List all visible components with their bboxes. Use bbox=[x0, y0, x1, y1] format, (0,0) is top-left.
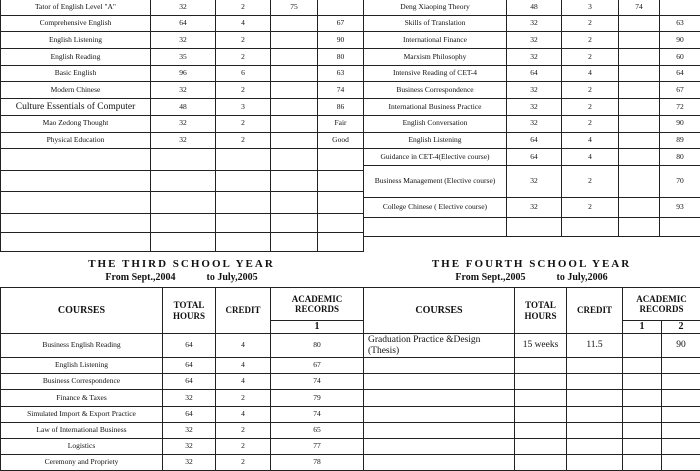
empty-cell bbox=[619, 217, 660, 236]
fourth-year-panel bbox=[363, 287, 700, 471]
second-year-right-panel bbox=[363, 0, 700, 237]
empty-cell bbox=[216, 149, 271, 171]
total-hours: 96 bbox=[151, 65, 216, 82]
credit: 11.5 bbox=[567, 334, 623, 358]
total-hours: 32 bbox=[151, 0, 216, 15]
credit: 2 bbox=[562, 49, 619, 66]
record-semester-2: 67 bbox=[318, 15, 364, 32]
record-semester-1 bbox=[271, 15, 318, 32]
empty-cell bbox=[151, 232, 216, 251]
course-name: Comprehensive English bbox=[1, 15, 151, 32]
total-hours: 32 bbox=[507, 32, 562, 49]
course-name: Basic English bbox=[1, 65, 151, 82]
credit: 2 bbox=[216, 115, 271, 132]
empty-cell bbox=[567, 455, 623, 471]
record-semester-2: 90 bbox=[660, 115, 700, 132]
credit: 2 bbox=[562, 32, 619, 49]
record-semester-2: 64 bbox=[660, 65, 700, 82]
table-row bbox=[364, 358, 700, 374]
empty-cell bbox=[623, 374, 662, 390]
empty-cell bbox=[216, 232, 271, 251]
credit: 4 bbox=[216, 374, 271, 390]
record-semester-2: 80 bbox=[318, 49, 364, 66]
record-semester-1 bbox=[271, 49, 318, 66]
course-name: Logistics bbox=[1, 438, 163, 454]
table-row bbox=[1, 232, 364, 251]
fourth-year-records-header: ACADEMIC RECORDS bbox=[623, 288, 700, 321]
course-name: Skills of Translation bbox=[364, 15, 507, 32]
table-row bbox=[364, 49, 700, 66]
record-semester-1: 74 bbox=[271, 406, 364, 422]
table-row bbox=[364, 15, 700, 32]
table-row bbox=[364, 82, 700, 99]
table-row bbox=[364, 149, 700, 166]
empty-cell bbox=[364, 422, 515, 438]
fourth-year-body bbox=[364, 334, 700, 471]
empty-cell bbox=[567, 374, 623, 390]
table-row bbox=[364, 406, 700, 422]
total-hours: 32 bbox=[151, 115, 216, 132]
total-hours: 32 bbox=[507, 197, 562, 217]
fourth-year-courses-header: COURSES bbox=[364, 288, 515, 334]
table-row bbox=[1, 132, 364, 149]
fourth-year-period bbox=[363, 271, 700, 284]
course-name: Tator of English Level "A" bbox=[1, 0, 151, 15]
total-hours: 32 bbox=[507, 115, 562, 132]
empty-cell bbox=[662, 358, 700, 374]
empty-cell bbox=[662, 374, 700, 390]
credit: 4 bbox=[216, 334, 271, 358]
record-semester-2: 80 bbox=[660, 149, 700, 166]
empty-cell bbox=[318, 213, 364, 232]
credit: 2 bbox=[216, 455, 271, 471]
credit: 2 bbox=[216, 422, 271, 438]
record-semester-1 bbox=[619, 65, 660, 82]
table-row bbox=[364, 99, 700, 116]
credit: 2 bbox=[562, 115, 619, 132]
fourth-year-semester-2: 2 bbox=[662, 321, 700, 334]
table-row bbox=[1, 374, 364, 390]
record-semester-1: 80 bbox=[271, 334, 364, 358]
empty-cell bbox=[1, 170, 151, 192]
course-name: English Conversation bbox=[364, 115, 507, 132]
credit: 4 bbox=[216, 406, 271, 422]
record-semester-1: 78 bbox=[271, 455, 364, 471]
second-year-right-body bbox=[364, 0, 700, 236]
empty-cell bbox=[662, 390, 700, 406]
total-hours: 64 bbox=[151, 15, 216, 32]
table-row bbox=[1, 422, 364, 438]
record-semester-2 bbox=[660, 0, 700, 15]
empty-cell bbox=[623, 406, 662, 422]
empty-cell bbox=[660, 217, 700, 236]
table-row bbox=[364, 455, 700, 471]
empty-cell bbox=[515, 455, 567, 471]
empty-cell bbox=[364, 390, 515, 406]
credit: 2 bbox=[562, 15, 619, 32]
table-row bbox=[364, 390, 700, 406]
table-row bbox=[364, 438, 700, 454]
empty-cell bbox=[623, 438, 662, 454]
record-semester-1 bbox=[619, 49, 660, 66]
record-semester-1: 77 bbox=[271, 438, 364, 454]
empty-cell bbox=[364, 374, 515, 390]
fourth-year-hours-header: TOTAL HOURS bbox=[515, 288, 567, 334]
record-semester-2: 67 bbox=[660, 82, 700, 99]
empty-cell bbox=[515, 390, 567, 406]
table-row bbox=[1, 334, 364, 358]
empty-cell bbox=[151, 192, 216, 214]
total-hours: 64 bbox=[163, 374, 216, 390]
empty-cell bbox=[623, 358, 662, 374]
empty-cell bbox=[364, 217, 507, 236]
empty-cell bbox=[662, 422, 700, 438]
table-row bbox=[1, 406, 364, 422]
total-hours: 64 bbox=[507, 132, 562, 149]
total-hours: 32 bbox=[163, 422, 216, 438]
empty-cell bbox=[567, 390, 623, 406]
empty-cell bbox=[567, 406, 623, 422]
credit: 2 bbox=[216, 438, 271, 454]
course-name: Mao Zedong Thought bbox=[1, 115, 151, 132]
total-hours: 32 bbox=[507, 82, 562, 99]
credit: 4 bbox=[562, 132, 619, 149]
table-row bbox=[364, 197, 700, 217]
record-semester-2: 74 bbox=[318, 82, 364, 99]
empty-cell bbox=[623, 422, 662, 438]
credit: 2 bbox=[216, 390, 271, 406]
fourth-year-period-from: From Sept.,2005 bbox=[455, 272, 525, 283]
course-name: International Finance bbox=[364, 32, 507, 49]
empty-cell bbox=[318, 170, 364, 192]
table-row bbox=[364, 165, 700, 197]
total-hours: 32 bbox=[151, 132, 216, 149]
empty-cell bbox=[364, 455, 515, 471]
credit: 2 bbox=[562, 82, 619, 99]
course-name: Finance & Taxes bbox=[1, 390, 163, 406]
credit: 6 bbox=[216, 65, 271, 82]
empty-cell bbox=[623, 455, 662, 471]
table-row bbox=[1, 192, 364, 214]
fourth-year-title: THE FOURTH SCHOOL YEAR bbox=[363, 257, 700, 271]
total-hours: 64 bbox=[163, 334, 216, 358]
credit: 2 bbox=[216, 32, 271, 49]
second-year-left-table bbox=[0, 0, 364, 252]
record-semester-1 bbox=[271, 32, 318, 49]
course-name: Graduation Practice &Design (Thesis) bbox=[364, 334, 515, 358]
empty-cell bbox=[567, 422, 623, 438]
record-semester-1 bbox=[271, 65, 318, 82]
credit: 2 bbox=[216, 132, 271, 149]
table-row bbox=[364, 115, 700, 132]
table-row bbox=[1, 213, 364, 232]
empty-cell bbox=[271, 232, 318, 251]
credit: 2 bbox=[216, 49, 271, 66]
course-name: Marxism Philosophy bbox=[364, 49, 507, 66]
total-hours: 35 bbox=[151, 49, 216, 66]
record-semester-1: 75 bbox=[271, 0, 318, 15]
record-semester-1: 74 bbox=[619, 0, 660, 15]
fourth-year-semester-1: 1 bbox=[623, 321, 662, 334]
third-year-table bbox=[0, 287, 364, 471]
credit: 2 bbox=[216, 82, 271, 99]
empty-cell bbox=[515, 438, 567, 454]
record-semester-1 bbox=[271, 82, 318, 99]
record-semester-1: 79 bbox=[271, 390, 364, 406]
total-hours: 48 bbox=[151, 99, 216, 116]
table-row bbox=[364, 132, 700, 149]
third-year-title: THE THIRD SCHOOL YEAR bbox=[0, 257, 363, 271]
empty-cell bbox=[515, 358, 567, 374]
table-row bbox=[364, 374, 700, 390]
second-year-left-body bbox=[1, 0, 364, 251]
record-semester-1: 67 bbox=[271, 358, 364, 374]
record-semester-1 bbox=[619, 32, 660, 49]
record-semester-1: 65 bbox=[271, 422, 364, 438]
fourth-year-credit-header: CREDIT bbox=[567, 288, 623, 334]
empty-cell bbox=[567, 358, 623, 374]
third-year-records-header: ACADEMIC RECORDS bbox=[271, 288, 364, 321]
total-hours: 32 bbox=[163, 390, 216, 406]
course-name: Physical Education bbox=[1, 132, 151, 149]
table-row bbox=[1, 0, 364, 15]
table-row bbox=[1, 438, 364, 454]
credit: 4 bbox=[216, 358, 271, 374]
record-semester-1 bbox=[271, 115, 318, 132]
empty-cell bbox=[271, 149, 318, 171]
total-hours: 32 bbox=[507, 49, 562, 66]
total-hours: 15 weeks bbox=[515, 334, 567, 358]
course-name: College Chinese ( Elective course) bbox=[364, 197, 507, 217]
third-year-period-from: From Sept.,2004 bbox=[105, 272, 175, 283]
table-row bbox=[1, 358, 364, 374]
table-row bbox=[1, 455, 364, 471]
record-semester-1: 74 bbox=[271, 374, 364, 390]
record-semester-1 bbox=[619, 149, 660, 166]
table-row bbox=[1, 149, 364, 171]
record-semester-2: 93 bbox=[660, 197, 700, 217]
empty-cell bbox=[1, 213, 151, 232]
third-year-period bbox=[0, 271, 363, 284]
course-name: Modern Chinese bbox=[1, 82, 151, 99]
total-hours: 64 bbox=[507, 65, 562, 82]
record-semester-1 bbox=[619, 115, 660, 132]
table-row bbox=[364, 32, 700, 49]
second-year-right-table bbox=[363, 0, 700, 237]
empty-cell bbox=[662, 455, 700, 471]
empty-cell bbox=[1, 149, 151, 171]
empty-cell bbox=[507, 217, 562, 236]
table-row bbox=[1, 99, 364, 116]
third-year-semester-1: 1 bbox=[271, 321, 364, 334]
empty-cell bbox=[151, 213, 216, 232]
empty-cell bbox=[662, 406, 700, 422]
empty-cell bbox=[271, 192, 318, 214]
empty-cell bbox=[515, 374, 567, 390]
third-year-credit-header: CREDIT bbox=[216, 288, 271, 334]
empty-cell bbox=[662, 438, 700, 454]
third-year-period-to: to July,2005 bbox=[206, 272, 257, 283]
total-hours: 32 bbox=[507, 165, 562, 197]
record-semester-2: Fair bbox=[318, 115, 364, 132]
table-row bbox=[364, 0, 700, 15]
empty-cell bbox=[562, 217, 619, 236]
empty-cell bbox=[216, 192, 271, 214]
course-name: English Reading bbox=[1, 49, 151, 66]
record-semester-2: 72 bbox=[660, 99, 700, 116]
empty-cell bbox=[364, 438, 515, 454]
credit: 4 bbox=[216, 15, 271, 32]
course-name: Guidance in CET-4(Elective course) bbox=[364, 149, 507, 166]
credit: 2 bbox=[562, 165, 619, 197]
record-semester-1 bbox=[619, 15, 660, 32]
table-row bbox=[1, 15, 364, 32]
record-semester-1 bbox=[619, 99, 660, 116]
table-row bbox=[1, 82, 364, 99]
fourth-year-title-block bbox=[363, 257, 700, 284]
fourth-year-table bbox=[363, 287, 700, 471]
third-year-courses-header: COURSES bbox=[1, 288, 163, 334]
record-semester-2: 90 bbox=[660, 32, 700, 49]
total-hours: 32 bbox=[507, 15, 562, 32]
record-semester-2: 70 bbox=[660, 165, 700, 197]
table-row bbox=[1, 115, 364, 132]
empty-cell bbox=[271, 213, 318, 232]
record-semester-1 bbox=[271, 132, 318, 149]
course-name: Law of International Business bbox=[1, 422, 163, 438]
course-name: English Listening bbox=[1, 358, 163, 374]
course-name: Business Correspondence bbox=[1, 374, 163, 390]
record-semester-2: Good bbox=[318, 132, 364, 149]
empty-cell bbox=[318, 149, 364, 171]
table-row bbox=[1, 170, 364, 192]
credit: 2 bbox=[216, 0, 271, 15]
record-semester-1 bbox=[271, 99, 318, 116]
third-year-hours-header: TOTAL HOURS bbox=[163, 288, 216, 334]
record-semester-1 bbox=[619, 197, 660, 217]
empty-cell bbox=[216, 213, 271, 232]
empty-cell bbox=[364, 406, 515, 422]
course-name: Business Management (Elective course) bbox=[364, 165, 507, 197]
empty-cell bbox=[515, 406, 567, 422]
table-row bbox=[364, 334, 700, 358]
record-semester-2: 60 bbox=[660, 49, 700, 66]
empty-cell bbox=[318, 192, 364, 214]
empty-cell bbox=[1, 232, 151, 251]
empty-cell bbox=[151, 149, 216, 171]
record-semester-2: 90 bbox=[662, 334, 700, 358]
third-year-body bbox=[1, 334, 364, 471]
total-hours: 64 bbox=[163, 358, 216, 374]
empty-cell bbox=[623, 390, 662, 406]
credit: 2 bbox=[562, 99, 619, 116]
total-hours: 32 bbox=[163, 455, 216, 471]
record-semester-1 bbox=[623, 334, 662, 358]
total-hours: 48 bbox=[507, 0, 562, 15]
total-hours: 32 bbox=[507, 99, 562, 116]
record-semester-1 bbox=[619, 82, 660, 99]
empty-cell bbox=[216, 170, 271, 192]
course-name: Intensive Reading of CET-4 bbox=[364, 65, 507, 82]
table-row bbox=[1, 390, 364, 406]
course-name: International Business Practice bbox=[364, 99, 507, 116]
record-semester-1 bbox=[619, 165, 660, 197]
record-semester-2: 63 bbox=[318, 65, 364, 82]
third-year-header-row bbox=[1, 288, 364, 321]
record-semester-2: 90 bbox=[318, 32, 364, 49]
empty-cell bbox=[151, 170, 216, 192]
table-row bbox=[364, 422, 700, 438]
table-row bbox=[1, 65, 364, 82]
course-name: English Listening bbox=[1, 32, 151, 49]
course-name: Business Correspondence bbox=[364, 82, 507, 99]
credit: 4 bbox=[562, 65, 619, 82]
total-hours: 32 bbox=[151, 82, 216, 99]
course-name: Business English Reading bbox=[1, 334, 163, 358]
table-row bbox=[364, 65, 700, 82]
credit: 3 bbox=[216, 99, 271, 116]
second-year-left-panel bbox=[0, 0, 364, 252]
record-semester-2: 89 bbox=[660, 132, 700, 149]
empty-cell bbox=[318, 232, 364, 251]
record-semester-2: 63 bbox=[660, 15, 700, 32]
table-row bbox=[1, 32, 364, 49]
course-name: Culture Essentials of Computer bbox=[1, 99, 151, 116]
fourth-year-header-row bbox=[364, 288, 700, 321]
course-name: Simulated Import & Export Practice bbox=[1, 406, 163, 422]
third-year-title-block bbox=[0, 257, 363, 284]
total-hours: 32 bbox=[163, 438, 216, 454]
course-name: Deng Xiaoping Theory bbox=[364, 0, 507, 15]
empty-cell bbox=[271, 170, 318, 192]
record-semester-2: 86 bbox=[318, 99, 364, 116]
empty-cell bbox=[364, 358, 515, 374]
empty-cell bbox=[1, 192, 151, 214]
total-hours: 64 bbox=[507, 149, 562, 166]
table-row bbox=[1, 49, 364, 66]
total-hours: 32 bbox=[151, 32, 216, 49]
course-name: Ceremony and Propriety bbox=[1, 455, 163, 471]
fourth-year-period-to: to July,2006 bbox=[556, 272, 607, 283]
credit: 2 bbox=[562, 197, 619, 217]
credit: 3 bbox=[562, 0, 619, 15]
total-hours: 64 bbox=[163, 406, 216, 422]
record-semester-1 bbox=[619, 132, 660, 149]
empty-cell bbox=[515, 422, 567, 438]
record-semester-2 bbox=[318, 0, 364, 15]
empty-cell bbox=[567, 438, 623, 454]
credit: 4 bbox=[562, 149, 619, 166]
table-row bbox=[364, 217, 700, 236]
course-name: English Listening bbox=[364, 132, 507, 149]
third-year-panel bbox=[0, 287, 364, 471]
